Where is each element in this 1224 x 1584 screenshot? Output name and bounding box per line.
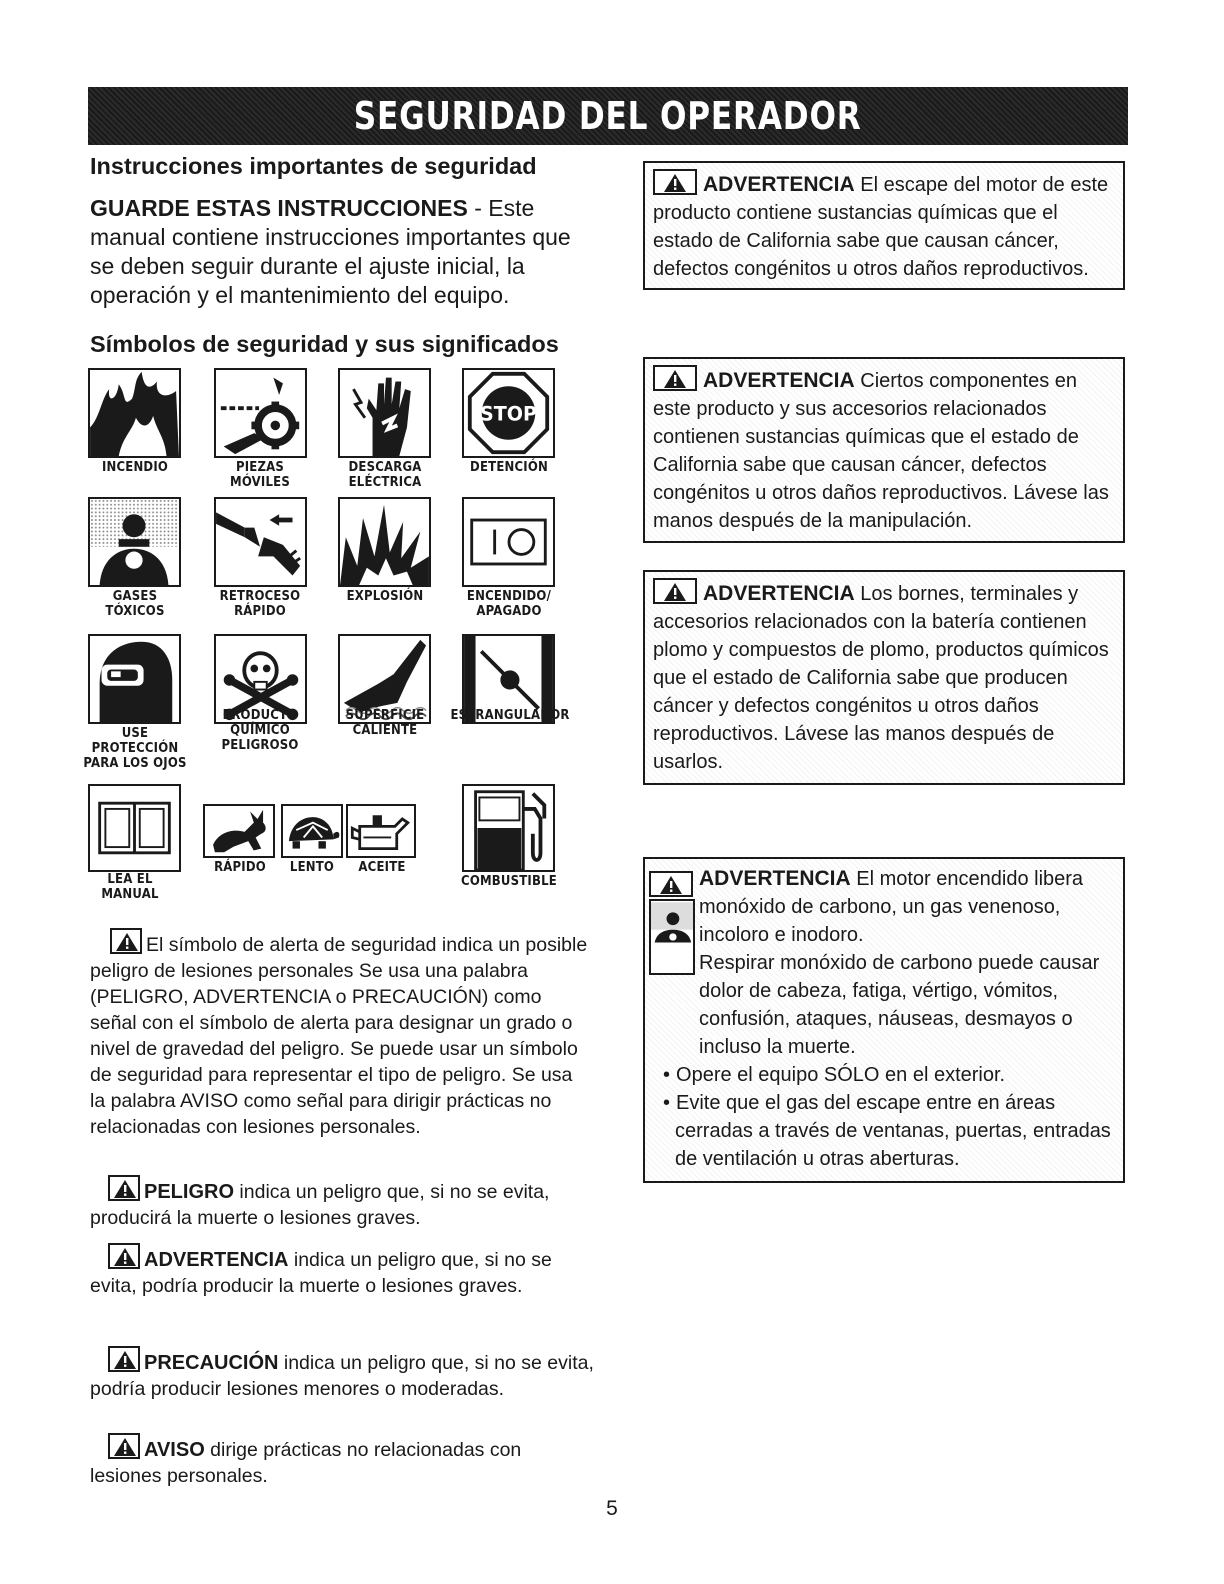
- symbol-label: LEA EL MANUAL: [101, 872, 159, 902]
- signal-text: dirige prácticas no relacionadas con lesiones personales.: [90, 1439, 522, 1487]
- intro-paragraph: [90, 194, 600, 310]
- banner-title: SEGURIDAD DEL OPERADOR: [354, 94, 862, 138]
- list-item: • Opere el equipo SÓLO en el exterior.: [653, 1061, 1115, 1089]
- on-off-icon: [462, 497, 555, 587]
- symbol-label: ACEITE: [358, 860, 406, 875]
- signal-danger: [90, 1175, 600, 1231]
- alert-explanation: [90, 928, 590, 1140]
- symbol-label: RÁPIDO: [214, 860, 266, 875]
- symbol-label: RETROCESO RÁPIDO: [219, 589, 301, 619]
- signal-word: PELIGRO: [144, 1181, 235, 1203]
- rabbit-icon: [203, 804, 275, 858]
- symbol-label: COMBUSTIBLE: [461, 874, 557, 889]
- safety-alert-icon: [108, 1243, 140, 1269]
- fire-icon: [88, 368, 181, 458]
- warning-title: ADVERTENCIA: [703, 173, 855, 196]
- signal-warning: [90, 1243, 570, 1299]
- warning-title: ADVERTENCIA: [703, 369, 855, 392]
- signal-caution: [90, 1346, 600, 1402]
- signal-word: AVISO: [144, 1439, 205, 1461]
- list-item: • Evite que el gas del escape entre en áreas cerradas a través de ventanas, puertas, entradas de ventilación u otras aberturas.: [653, 1089, 1115, 1173]
- page-number: 5: [606, 1497, 618, 1520]
- manual-icon: [88, 784, 181, 872]
- warning-title: ADVERTENCIA: [703, 582, 855, 605]
- signal-word: ADVERTENCIA: [144, 1249, 289, 1271]
- symbol-label: PRODUCTO QUÍMICO PELIGROSO: [221, 708, 299, 753]
- signal-notice: [90, 1433, 590, 1489]
- warning-text: El escape del motor de este producto contiene sustancias químicas que el estado de California sabe que causan cáncer, defectos congénitos u otros daños reproductivos.: [653, 174, 1109, 280]
- safety-alert-icon: [110, 928, 142, 954]
- signal-word: PRECAUCIÓN: [144, 1352, 279, 1374]
- save-instructions-label: GUARDE ESTAS INSTRUCCIONES: [90, 195, 468, 221]
- toxic-gas-icon: [649, 899, 695, 975]
- co-symptoms-text: Respirar monóxido de carbono puede causar dolor de cabeza, fatiga, vértigo, vómitos, confusión, ataques, náuseas, desmayos o incluso la muerte.: [699, 952, 1100, 1058]
- warning-alert-icon: [649, 871, 693, 897]
- symbol-label: USE PROTECCIÓN PARA LOS OJOS: [83, 726, 187, 771]
- symbol-label: ESTRANGULADOR: [450, 708, 570, 723]
- stop-sign-icon: [462, 368, 555, 458]
- warning-alert-icon: [653, 365, 697, 391]
- warning-title: ADVERTENCIA: [699, 867, 851, 890]
- electric-shock-icon: [338, 368, 431, 458]
- svg-text:STOP: STOP: [479, 402, 538, 426]
- signal-text: indica un peligro que, si no se evita, podría producir la muerte o lesiones graves.: [90, 1249, 552, 1297]
- symbol-label: PIEZAS MÓVILES: [230, 460, 290, 490]
- fuel-pump-icon: [462, 784, 555, 872]
- signal-text: indica un peligro que, si no se evita, producirá la muerte o lesiones graves.: [90, 1181, 550, 1229]
- explosion-icon: [338, 497, 431, 587]
- safety-alert-icon: [108, 1175, 140, 1201]
- warning-text: Los bornes, terminales y accesorios relacionados con la batería contienen plomo y compuestos de plomo, productos químicos que el estado de California sabe que producen cáncer y defectos congénitos u otros daños reproductivos. Lávese las manos después de usarlos.: [653, 583, 1109, 773]
- warning-box-carbon-monoxide: [643, 857, 1125, 1183]
- turtle-icon: [281, 804, 343, 858]
- symbol-label: INCENDIO: [101, 460, 169, 475]
- oil-icon: [346, 804, 416, 858]
- warning-box-battery: [643, 570, 1125, 785]
- symbols-heading: Símbolos de seguridad y sus significados: [90, 331, 559, 357]
- warning-alert-icon: [653, 578, 697, 604]
- toxic-gas-icon: [88, 497, 181, 587]
- warning-box-exhaust: [643, 161, 1125, 290]
- safety-alert-icon: [108, 1346, 140, 1372]
- safety-alert-icon: [108, 1433, 140, 1459]
- symbol-label: ENCENDIDO/ APAGADO: [466, 589, 552, 619]
- kickback-icon: [214, 497, 307, 587]
- intro-text: - Este manual contiene instrucciones importantes que se deben seguir durante el ajuste inicial, la operación y el mantenimiento del equipo.: [90, 195, 571, 308]
- moving-parts-icon: [214, 368, 307, 458]
- symbol-label: EXPLOSIÓN: [346, 589, 424, 604]
- page-banner: [88, 87, 1128, 145]
- signal-text: indica un peligro que, si no se evita, podría producir lesiones menores o moderadas.: [90, 1352, 594, 1400]
- warning-text: El motor encendido libera monóxido de carbono, un gas venenoso, incoloro e inodoro.: [699, 868, 1084, 946]
- symbol-label: GASES TÓXICOS: [105, 589, 165, 619]
- eye-protection-icon: [88, 634, 181, 724]
- warning-box-components: [643, 357, 1125, 543]
- symbol-label: SUPERFICIE CALIENTE: [345, 708, 425, 738]
- intro-heading: Instrucciones importantes de seguridad: [90, 153, 537, 179]
- warning-alert-icon: [653, 169, 697, 195]
- co-instructions-list: [653, 1061, 1115, 1173]
- symbol-label: LENTO: [289, 860, 335, 875]
- alert-explanation-text: El símbolo de alerta de seguridad indica un posible peligro de lesiones personales Se usa una palabra (PELIGRO, ADVERTENCIA o PRECAUCIÓN) como señal con el símbolo de alerta para designar un grado o nivel de gravedad del peligro. Se puede usar un símbolo de seguridad para representar el tipo de peligro. Se usa la palabra AVISO como señal para dirigir prácticas no relacionadas con lesiones personales.: [90, 934, 588, 1138]
- symbol-label: DETENCIÓN: [470, 460, 548, 475]
- warning-text: Ciertos componentes en este producto y sus accesorios relacionados contienen sustancias químicas que el estado de California sabe que causan cáncer, defectos congénitos u otros daños reproductivos. Lávese las manos después de la manipulación.: [653, 370, 1109, 532]
- symbol-label: DESCARGA ELÉCTRICA: [348, 460, 422, 490]
